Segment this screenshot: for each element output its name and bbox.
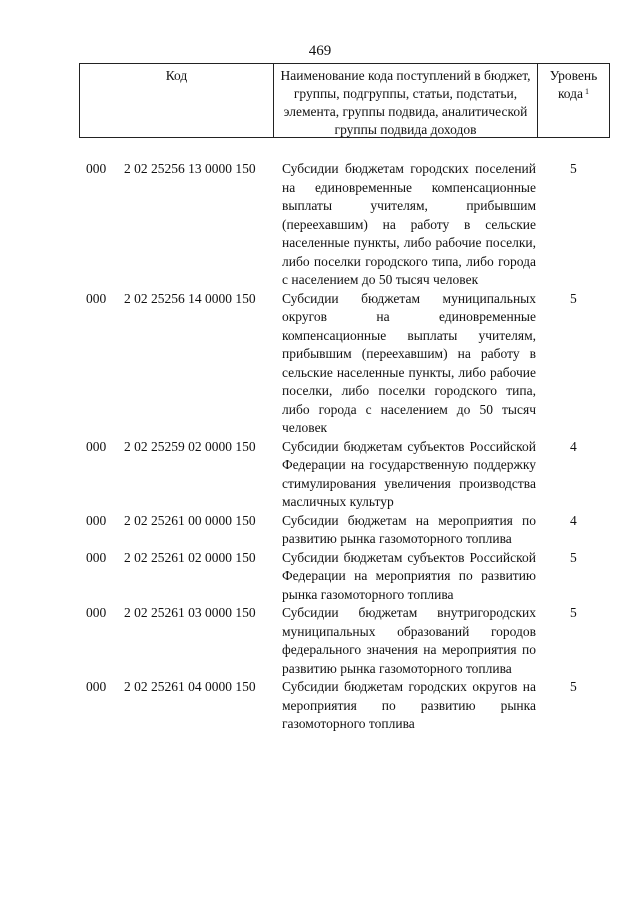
header-code: Код	[80, 64, 274, 137]
row-revenue-code: 2 02 25261 02 0000 150	[124, 549, 256, 565]
table-row	[0, 512, 640, 549]
row-revenue-code: 2 02 25261 00 0000 150	[124, 512, 256, 528]
row-revenue-code: 2 02 25256 14 0000 150	[124, 290, 256, 306]
header-level-footnote: 1	[585, 87, 590, 96]
page-number: 469	[308, 43, 332, 59]
table-row	[0, 290, 640, 438]
row-admin-code: 000	[86, 512, 107, 528]
row-level: 5	[570, 290, 577, 306]
row-level: 5	[570, 161, 577, 176]
table-row	[0, 604, 640, 678]
row-name: Субсидии бюджетам субъектов Российской Федерации на государственную поддержку стимулирования увеличения производства масличных культур	[282, 438, 536, 509]
row-level: 5	[570, 679, 577, 694]
row-admin-code: 000	[86, 290, 107, 306]
row-revenue-code: 2 02 25261 04 0000 150	[124, 679, 256, 694]
table-header	[79, 63, 610, 138]
row-admin-code: 000	[86, 161, 107, 176]
table-row	[0, 160, 640, 290]
header-name: Наименование кода поступлений в бюджет, группы, подгруппы, статьи, подстатьи, элемента, группы подвида, аналитической группы подвида доходов	[274, 64, 538, 137]
row-name: Субсидии бюджетам субъектов Российской Федерации на мероприятия по развитию рынка газомоторного топлива	[282, 549, 536, 602]
table-body	[0, 160, 640, 734]
row-admin-code: 000	[86, 549, 107, 565]
row-level: 4	[570, 438, 577, 454]
row-name: Субсидии бюджетам городских округов на мероприятия по развитию рынка газомоторного топлива	[282, 679, 536, 731]
table-row	[0, 549, 640, 605]
header-level	[538, 64, 609, 137]
row-level: 5	[570, 549, 577, 565]
table-row	[0, 678, 640, 734]
row-name: Субсидии бюджетам городских поселений на единовременные компенсационные выплаты учителям, прибывшим (переехавшим) на работу в сельские населенные пункты, либо рабочие поселки, либо поселки городского типа, либо города с населением до 50 тысяч человек	[282, 161, 536, 287]
row-admin-code: 000	[86, 679, 107, 694]
table-row	[0, 438, 640, 512]
row-level: 4	[570, 512, 577, 528]
header-level-label: Уровень кода	[549, 68, 598, 101]
row-admin-code: 000	[86, 605, 107, 620]
row-admin-code: 000	[86, 438, 107, 454]
row-name: Субсидии бюджетам муниципальных округов на единовременные компенсационные выплаты учителям, прибывшим (переехавшим) на работу в сельские населенные пункты, либо рабочие поселки, либо поселки городского типа, либо города с населением до 50 тысяч человек	[282, 290, 536, 435]
row-revenue-code: 2 02 25256 13 0000 150	[124, 161, 256, 176]
row-revenue-code: 2 02 25261 03 0000 150	[124, 605, 256, 620]
row-name: Субсидии бюджетам внутригородских муниципальных образований городов федерального значения на мероприятия по развитию рынка газомоторного топлива	[282, 605, 536, 676]
row-revenue-code: 2 02 25259 02 0000 150	[124, 438, 256, 454]
row-name: Субсидии бюджетам на мероприятия по развитию рынка газомоторного топлива	[282, 512, 536, 546]
row-level: 5	[570, 605, 577, 620]
